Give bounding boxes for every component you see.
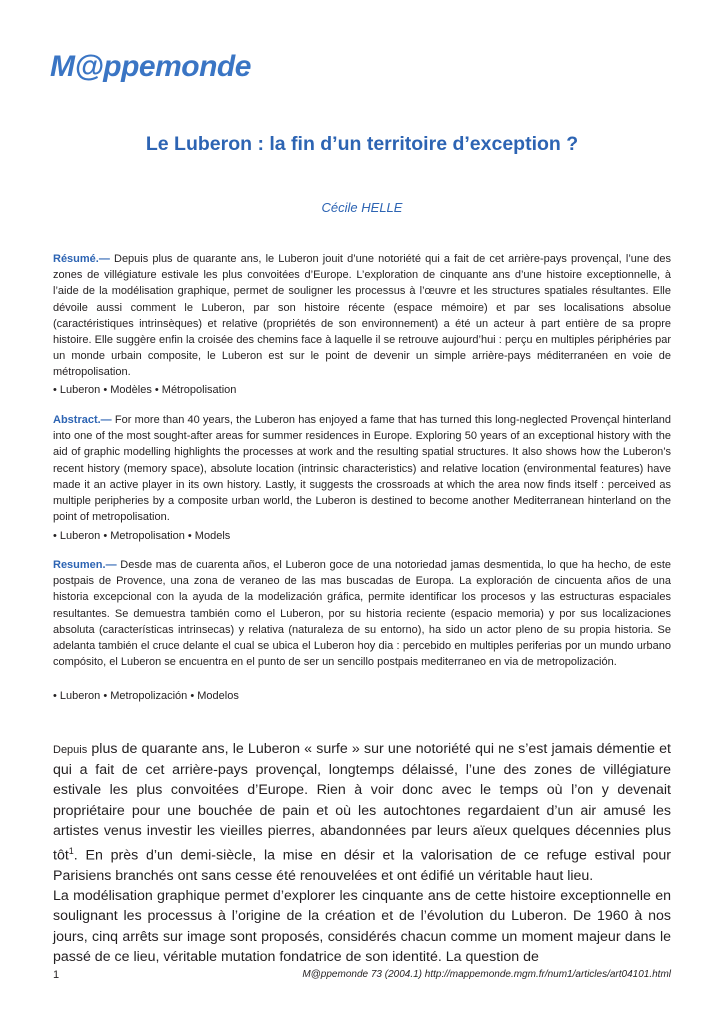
article-body [53,739,671,967]
paragraph-text: La modélisation graphique permet d’explorer les cinquante ans de cette histoire exceptionnelle en soulignant les processus à l’origine de la création et de l’évolution du Luberon. De 1960 à nos jours, cinq arrêts sur image sont proposés, considérés chacun comme un moment majeur dans le passé de ce lieu, véritable mutation fondatrice de son identité. La question de [53,888,671,965]
abstract-text: For more than 40 years, the Luberon has enjoyed a fame that has turned this long-neglected Provençal hinterland into one of the most sought-after areas for summer residences in Europe. Exploring 50 years of an exceptional history with the aid of graphic modelling highlights the processes at work and the resulting spatial structures. It also shows how the Luberon’s recent history (memory space), absolute location (intrinsic characteristics) and relative location (environmental features) have made it an active player in its own history. Lastly, it suggests the crossroads at which the area now finds itself : perceived as multiple peripheries by a composite urban world, the Luberon is destined to become another Mediterranean hinterland on the point of metropolisation. [53,414,671,524]
footnote-marker[interactable]: 1 [68,846,74,857]
body-paragraph [53,739,671,886]
keywords-french: • Luberon • Modèles • Métropolisation [53,384,237,396]
paragraph-text: . En près d’un demi-siècle, la mise en désir et la valorisation de ce refuge estival pour Parisiens branchés ont sans cesse été renouvelées et ont édifié un véritable haut lieu. [53,847,671,884]
logo-text: M@ppemonde [50,50,251,83]
abstract-text: Depuis plus de quarante ans, le Luberon jouit d’une notoriété qui a fait de cet arrière-pays provençal, l’une des zones de villégiature estivale les plus convoitées d’Europe. L’exploration de cinquante ans d’une histoire exceptionnelle, à l’aide de la modélisation graphique, permet de souligner les processus à l’œuvre et les structures spatiales résultantes. Elle dévoile aussi comment le Luberon, par son histoire récente (espace mémoire) et par ses localisations absolue (caractéristiques intrinsèques) et relative (propriétés de son environnement) a été un acteur à part entière de sa propre histoire. Elle suggère enfin la croisée des chemins face à laquelle il se retrouve aujourd’hui : perçu en multiples périphéries par un monde urbain composite, le Luberon est sur le point de devenir un simple arrière-pays méditerranéen en voie de métropolisation. [53,253,671,379]
keywords-english: • Luberon • Metropolisation • Models [53,530,231,542]
abstract-text: Desde mas de cuarenta años, el Luberon goce de una notoriedad jamas desmentida, lo que ha hecho, de este postpais de Provence, una zona de veraneo de las mas buscadas de Europa. La exploración de cincuenta años de una historia excepcional con la ayuda de la modelización gráfica, permite identificar los procesos y las estructuras espaciales resultantes. Se demuestra también como el Luberon, por su historia reciente (espacio memoria) y por sus localizaciones absoluta (características intrinsecas) y relativa (naturaleza de su entorno), ha sido un actor pleno de su propia historia. Se adelanta también el cruce delante el cual se ubica el Luberon hoy dia : percebido en multiples periferias por un mundo urbano compósito, el Luberon se encuentra en el punto de ser un sencillo postpais mediterraneo en via de metropolización. [53,559,671,669]
abstract-french [53,251,671,381]
page-number: 1 [53,969,60,981]
article-title: Le Luberon : la fin d’un territoire d’exception ? [145,133,579,155]
paragraph-text: plus de quarante ans, le Luberon « surfe » sur une notoriété qui ne s’est jamais démentie et qui a fait de cet arrière-pays provençal, longtemps délaissé, l’une des zones de villégiature estivale les plus convoitées d’Europe. Rien à voir donc avec le temps où l’on y devenait propriétaire pour une bouchée de pain et où les autochtones regardaient d’un air amusé les artistes venus investir les vieilles pierres, abandonnées par leurs aïeux quelques décennies plus tôt [53,741,671,864]
abstract-spanish [53,557,671,670]
abstract-label: Abstract.— [53,414,112,426]
dropcap-word: Depuis [53,744,88,756]
abstract-english [53,412,671,525]
abstract-label: Resumen.— [53,559,117,571]
keywords-spanish: • Luberon • Metropolización • Modelos [53,690,239,702]
body-paragraph [53,886,671,967]
abstract-label: Résumé.— [53,253,110,265]
footer-reference: M@ppemonde 73 (2004.1) http://mappemonde.mgm.fr/num1/articles/art04101.html [302,969,671,980]
article-author: Cécile HELLE [321,200,403,215]
